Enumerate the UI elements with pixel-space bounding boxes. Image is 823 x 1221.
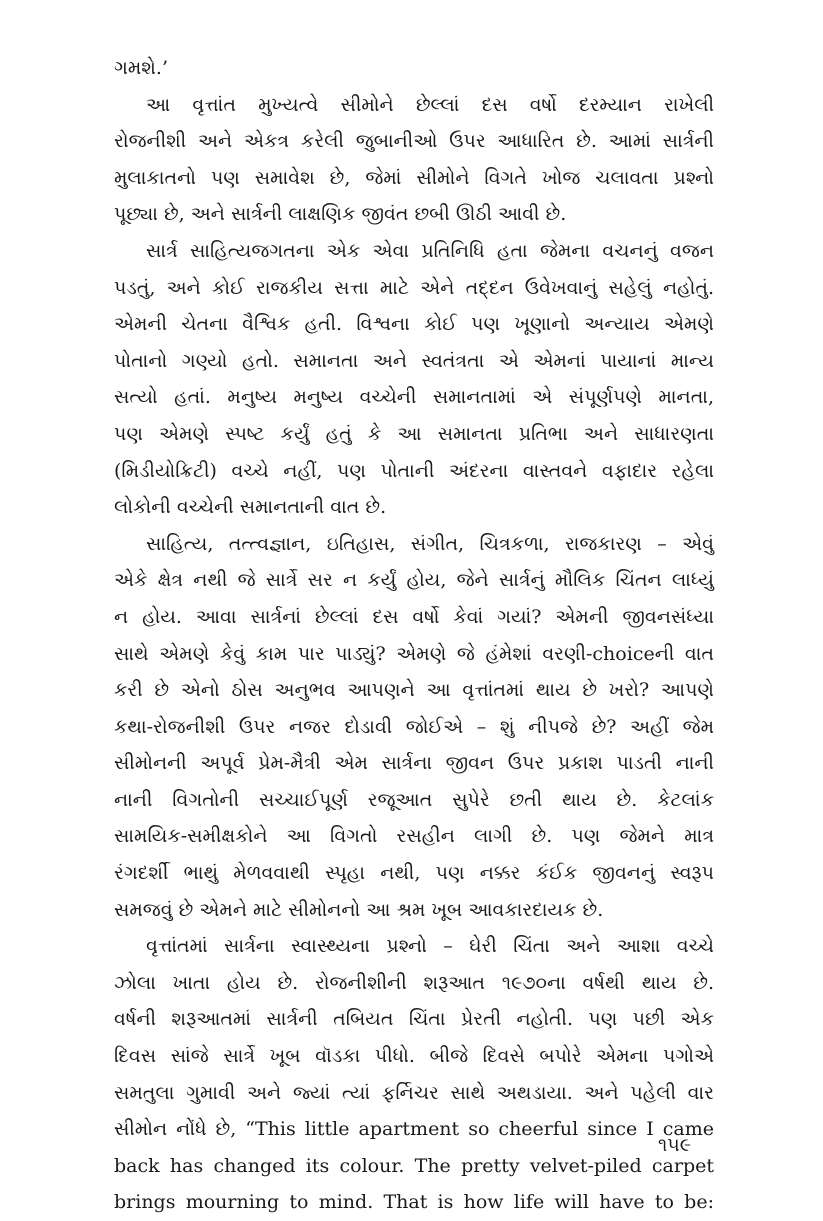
text-line: સત્યો હતાં. મનુષ્ય મનુષ્ય વચ્ચેની સમાનતામાં એ સંપૂર્ણપણે માનતા, — [114, 386, 714, 409]
text-line: વર્ષની શરૂઆતમાં સાર્ત્રની તબિયત ચિંતા પ્રેરતી નહોતી. પણ પછી એક — [114, 1008, 714, 1031]
text-line: દિવસ સાંજે સાર્ત્રે ખૂબ વૉડકા પીધો. બીજે દિવસે બપોરે એમના પગોએ — [114, 1045, 714, 1068]
text-line: સાર્ત્ર સાહિત્યજગતના એક એવા પ્રતિનિધિ હતા જેમના વચનનું વજન — [146, 239, 714, 262]
text-line: back has changed its colour. The pretty velvet-piled carpet — [114, 1154, 714, 1177]
text-line: લોકોની વચ્ચેની સમાનતાની વાત છે. — [114, 496, 387, 519]
text-line: પડતું, અને કોઈ રાજકીય સત્તા માટે એને તદ્દન ઉવેખવાનું સહેલું નહોતું. — [114, 276, 714, 299]
text-line: સાથે એમણે કેવું કામ પાર પાડ્યું? એમણે જે હંમેશાં વરણી-choiceની વાત — [114, 642, 714, 665]
text-line: પોતાનો ગણ્યો હતો. સમાનતા અને સ્વતંત્રતા એ એમનાં પાયાનાં માન્ય — [114, 349, 714, 372]
text-line: ગમશે.’ — [114, 57, 169, 79]
text-line: સીમોન નોંધે છે, “This little apartment so cheerful since I came — [114, 1118, 714, 1141]
text-line: સમજવું છે એમને માટે સીમોનનો આ શ્રમ ખૂબ આવકારદાયક છે. — [114, 898, 604, 921]
body-text — [114, 50, 714, 1221]
text-line: એકે ક્ષેત્ર નથી જે સાર્ત્રે સર ન કર્યું હોય, જેને સાર્ત્રનું મૌલિક ચિંતન લાધ્યું — [114, 569, 714, 592]
page-number: ૧૫૯ — [658, 1134, 692, 1156]
text-line: રંગદર્શી ભાથું મેળવવાથી સ્પૃહા નથી, પણ નક્કર કંઈક જીવનનું સ્વરૂપ — [114, 862, 714, 885]
text-line: નાની વિગતોની સચ્ચાઈપૂર્ણ રજૂઆત સુપેરે છતી થાય છે. કેટલાંક — [114, 788, 714, 811]
text-line: સીમોનની અપૂર્વ પ્રેમ-મૈત્રી એમ સાર્ત્રના જીવન ઉપર પ્રકાશ પાડતી નાની — [114, 752, 714, 775]
text-line: ન હોય. આવા સાર્ત્રનાં છેલ્લાં દસ વર્ષો કેવાં ગયાં? એમની જીવનસંધ્યા — [114, 605, 714, 628]
text-line: ઝોલા ખાતા હોય છે. રોજનીશીની શરૂઆત ૧૯૭૦ના વર્ષથી થાય છે. — [114, 971, 714, 994]
text-line: રોજનીશી અને એકત્ર કરેલી જુબાનીઓ ઉપર આધારિત છે. આમાં સાર્ત્રની — [114, 130, 714, 153]
text-line: (મિડીયોક્રિટી) વચ્ચે નહીં, પણ પોતાની અંદરના વાસ્તવને વફાદાર રહેલા — [114, 459, 714, 482]
text-line: મુલાકાતનો પણ સમાવેશ છે, જેમાં સીમોને વિગતે ખોજ ચલાવતા પ્રશ્નો — [114, 166, 714, 189]
text-line: પૂછ્યા છે, અને સાર્ત્રની લાક્ષણિક જીવંત છબી ઊઠી આવી છે. — [114, 203, 567, 226]
text-line: કરી છે એનો ઠોસ અનુભવ આપણને આ વૃત્તાંતમાં થાય છે ખરો? આપણે — [114, 679, 714, 702]
text-line: brings mourning to mind. That is how life will have to be: — [114, 1191, 714, 1214]
text-line: વૃત્તાંતમાં સાર્ત્રના સ્વાસ્થ્યના પ્રશ્નો – ઘેરી ચિંતા અને આશા વચ્ચે — [146, 935, 714, 958]
text-line: આ વૃત્તાંત મુખ્યત્વે સીમોને છેલ્લાં દસ વર્ષો દરમ્યાન રાખેલી — [146, 93, 714, 116]
text-line: સાહિત્ય, તત્ત્વજ્ઞાન, ઇતિહાસ, સંગીત, ચિત્રકળા, રાજકારણ – એવું — [146, 532, 714, 555]
document-page — [114, 50, 714, 1221]
text-line: એમની ચેતના વૈશ્વિક હતી. વિશ્વના કોઈ પણ ખૂણાનો અન્યાય એમણે — [114, 313, 714, 336]
text-line: પણ એમણે સ્પષ્ટ કર્યું હતું કે આ સમાનતા પ્રતિભા અને સાધારણતા — [114, 422, 714, 445]
text-line: સામયિક-સમીક્ષકોને આ વિગતો રસહીન લાગી છે. પણ જેમને માત્ર — [114, 825, 714, 848]
text-line: સમતુલા ગુમાવી અને જ્યાં ત્યાં ફર્નિચર સાથે અથડાયા. અને પહેલી વાર — [114, 1081, 714, 1104]
text-line: કથા-રોજનીશી ઉપર નજર દોડાવી જોઈએ – શું નીપજે છે? અહીં જેમ — [114, 715, 714, 738]
